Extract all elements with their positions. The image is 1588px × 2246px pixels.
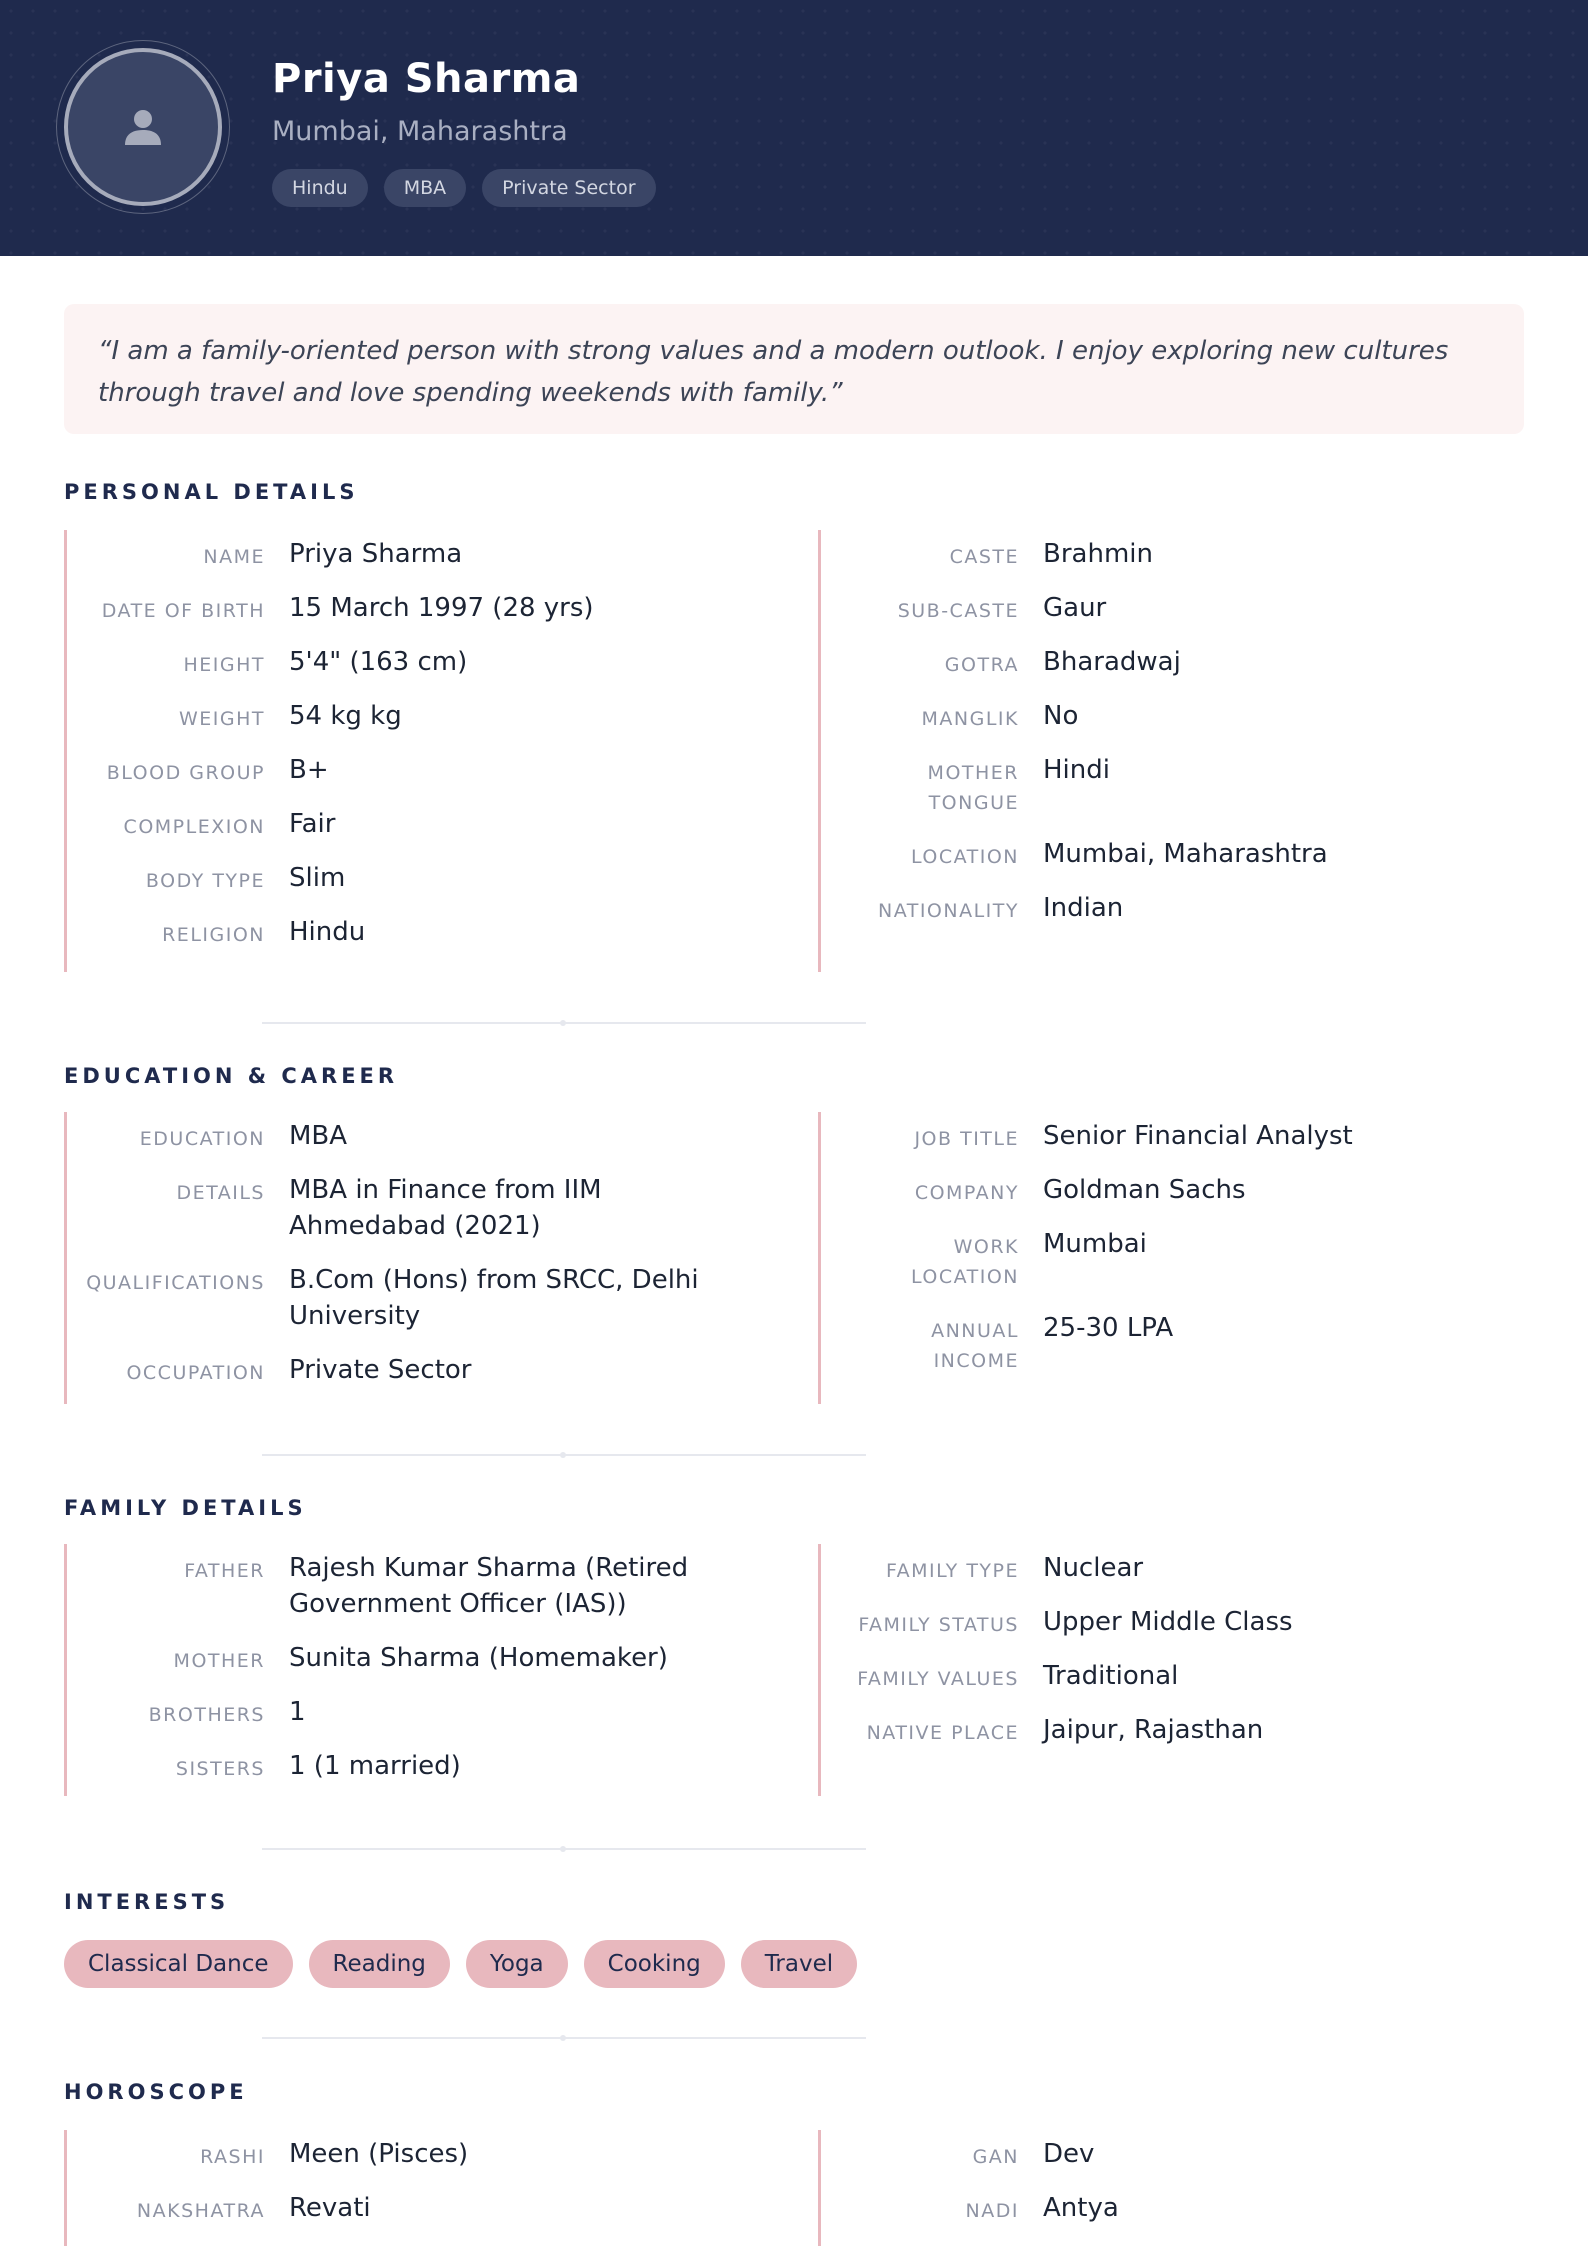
family-right-column <box>818 1544 1521 1796</box>
detail-row <box>67 752 767 788</box>
detail-row <box>67 644 767 680</box>
detail-row <box>67 2136 767 2172</box>
detail-label: NAME <box>203 546 265 568</box>
detail-value: No <box>1043 701 1079 731</box>
detail-row <box>67 1262 767 1334</box>
detail-value: 54 kg kg <box>289 701 402 731</box>
detail-label: FAMILY VALUES <box>857 1668 1019 1690</box>
interest-chip: Classical Dance <box>64 1940 293 1988</box>
detail-label: RASHI <box>200 2146 265 2168</box>
detail-value: Bharadwaj <box>1043 647 1181 677</box>
detail-row <box>67 914 767 950</box>
detail-value: 1 (1 married) <box>289 1751 461 1781</box>
detail-value: 15 March 1997 (28 yrs) <box>289 593 594 623</box>
detail-label: NATIONALITY <box>877 900 1019 922</box>
detail-value: Meen (Pisces) <box>289 2139 469 2169</box>
detail-value: MBA <box>289 1121 348 1151</box>
detail-label: RELIGION <box>162 924 265 946</box>
user-icon <box>123 107 163 147</box>
detail-row <box>821 590 1521 626</box>
detail-value: Sunita Sharma (Homemaker) <box>289 1643 668 1673</box>
detail-value: Hindu <box>289 917 366 947</box>
interests-list <box>64 1940 857 1988</box>
detail-row <box>821 1604 1521 1640</box>
detail-value: Fair <box>289 809 336 839</box>
section-divider <box>262 2037 866 2039</box>
detail-value: Slim <box>289 863 346 893</box>
detail-value: Priya Sharma <box>289 539 463 569</box>
detail-value: MBA in Finance from IIM Ahmedabad (2021) <box>289 1175 602 1241</box>
detail-row <box>67 1640 767 1676</box>
detail-row <box>67 1118 767 1154</box>
about-quote: “I am a family-oriented person with strong values and a modern outlook. I enjoy exploring new cultures through travel and love spending weekends with family.” <box>64 304 1524 434</box>
detail-row <box>821 1226 1521 1292</box>
detail-label: DATE OF BIRTH <box>101 600 265 622</box>
section-title-education: EDUCATION & CAREER <box>64 1064 399 1088</box>
profile-tags <box>272 169 656 207</box>
detail-row <box>67 1172 767 1244</box>
family-left-column <box>64 1544 767 1796</box>
profile-name: Priya Sharma <box>272 56 581 102</box>
tag-education: MBA <box>384 169 466 207</box>
detail-value: B+ <box>289 755 329 785</box>
detail-label: DETAILS <box>176 1182 265 1204</box>
detail-row <box>821 836 1521 872</box>
detail-value: Senior Financial Analyst <box>1043 1121 1353 1151</box>
tag-religion: Hindu <box>272 169 368 207</box>
detail-value: Nuclear <box>1043 1553 1144 1583</box>
detail-row <box>67 860 767 896</box>
detail-row <box>67 1748 767 1784</box>
detail-label: COMPLEXION <box>123 816 265 838</box>
detail-label: EDUCATION <box>139 1128 265 1150</box>
personal-right-column <box>818 530 1521 972</box>
detail-row <box>67 806 767 842</box>
personal-left-column <box>64 530 767 972</box>
detail-row <box>821 1550 1521 1586</box>
detail-value: Dev <box>1043 2139 1095 2169</box>
detail-label: FAMILY STATUS <box>858 1614 1019 1636</box>
detail-row <box>821 2190 1521 2226</box>
detail-label: WORK LOCATION <box>910 1236 1019 1288</box>
detail-row <box>67 1550 767 1622</box>
detail-label: COMPANY <box>914 1182 1019 1204</box>
detail-label: WEIGHT <box>178 708 265 730</box>
detail-label: NAKSHATRA <box>136 2200 265 2222</box>
detail-row <box>821 890 1521 926</box>
detail-value: Goldman Sachs <box>1043 1175 1246 1205</box>
detail-row <box>67 698 767 734</box>
tag-sector: Private Sector <box>482 169 655 207</box>
detail-value: Traditional <box>1043 1661 1179 1691</box>
detail-row <box>821 644 1521 680</box>
detail-label: BROTHERS <box>148 1704 265 1726</box>
detail-value: Mumbai <box>1043 1229 1147 1259</box>
detail-label: ANNUAL INCOME <box>931 1320 1019 1372</box>
detail-value: Jaipur, Rajasthan <box>1043 1715 1264 1745</box>
detail-label: SUB-CASTE <box>897 600 1019 622</box>
detail-value: 1 <box>289 1697 306 1727</box>
education-left-column <box>64 1112 767 1404</box>
detail-row <box>821 2136 1521 2172</box>
detail-value: Private Sector <box>289 1355 472 1385</box>
detail-label: SISTERS <box>175 1758 265 1780</box>
detail-value: Gaur <box>1043 593 1107 623</box>
avatar[interactable] <box>64 48 222 206</box>
detail-label: LOCATION <box>910 846 1019 868</box>
detail-value: 5'4" (163 cm) <box>289 647 468 677</box>
interest-chip: Travel <box>741 1940 857 1988</box>
detail-row <box>67 590 767 626</box>
detail-label: OCCUPATION <box>126 1362 265 1384</box>
detail-value: Rajesh Kumar Sharma (Retired Government Officer (IAS)) <box>289 1553 689 1619</box>
detail-label: NADI <box>965 2200 1019 2222</box>
profile-location: Mumbai, Maharashtra <box>272 116 568 147</box>
detail-row <box>821 1310 1521 1376</box>
section-title-family: FAMILY DETAILS <box>64 1496 307 1520</box>
detail-label: MOTHER TONGUE <box>927 762 1019 814</box>
section-title-personal: PERSONAL DETAILS <box>64 480 359 504</box>
detail-label: NATIVE PLACE <box>866 1722 1019 1744</box>
detail-row <box>67 536 767 572</box>
profile-header <box>0 0 1588 256</box>
section-divider <box>262 1022 866 1024</box>
detail-value: Mumbai, Maharashtra <box>1043 839 1328 869</box>
detail-label: MOTHER <box>173 1650 265 1672</box>
detail-value: B.Com (Hons) from SRCC, Delhi University <box>289 1265 699 1331</box>
detail-row <box>821 1712 1521 1748</box>
detail-value: Revati <box>289 2193 371 2223</box>
detail-label: CASTE <box>949 546 1019 568</box>
detail-value: 25-30 LPA <box>1043 1313 1174 1343</box>
detail-row <box>67 1694 767 1730</box>
detail-label: GAN <box>972 2146 1019 2168</box>
detail-label: GOTRA <box>944 654 1019 676</box>
education-right-column <box>818 1112 1521 1404</box>
detail-label: MANGLIK <box>921 708 1019 730</box>
detail-label: FAMILY TYPE <box>885 1560 1019 1582</box>
detail-label: HEIGHT <box>183 654 265 676</box>
detail-value: Upper Middle Class <box>1043 1607 1293 1637</box>
detail-row <box>67 1352 767 1388</box>
detail-value: Antya <box>1043 2193 1119 2223</box>
detail-label: QUALIFICATIONS <box>86 1272 265 1294</box>
detail-row <box>821 1658 1521 1694</box>
detail-row <box>821 752 1521 818</box>
detail-row <box>821 1118 1521 1154</box>
section-title-horoscope: HOROSCOPE <box>64 2080 248 2104</box>
horoscope-left-column <box>64 2130 767 2246</box>
detail-row <box>821 698 1521 734</box>
detail-label: BLOOD GROUP <box>106 762 265 784</box>
detail-row <box>821 536 1521 572</box>
detail-value: Brahmin <box>1043 539 1153 569</box>
interest-chip: Reading <box>309 1940 450 1988</box>
section-title-interests: INTERESTS <box>64 1890 230 1914</box>
horoscope-right-column <box>818 2130 1521 2246</box>
section-divider <box>262 1454 866 1456</box>
detail-label: BODY TYPE <box>145 870 265 892</box>
detail-value: Hindi <box>1043 755 1110 785</box>
detail-row <box>821 1172 1521 1208</box>
detail-label: JOB TITLE <box>914 1128 1019 1150</box>
section-divider <box>262 1848 866 1850</box>
detail-row <box>67 2190 767 2226</box>
detail-value: Indian <box>1043 893 1124 923</box>
interest-chip: Cooking <box>584 1940 725 1988</box>
interest-chip: Yoga <box>466 1940 568 1988</box>
detail-label: FATHER <box>184 1560 265 1582</box>
